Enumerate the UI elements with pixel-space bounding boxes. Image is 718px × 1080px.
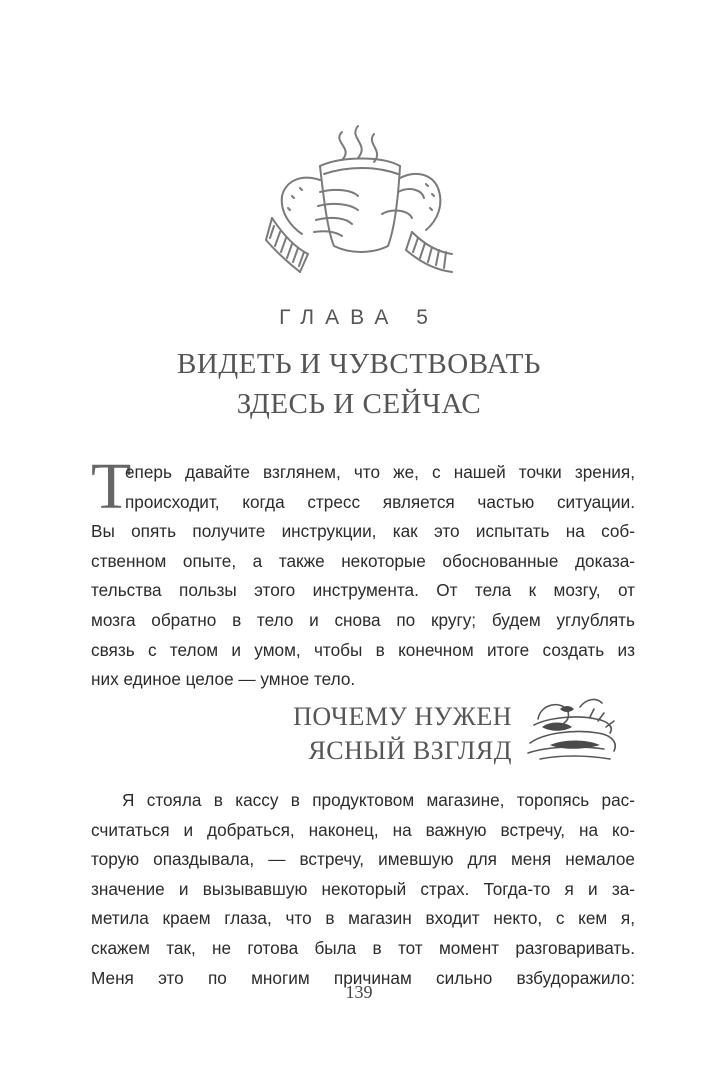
chapter-title-line: ЗДЕСЬ И СЕЙЧАС	[236, 388, 482, 420]
text-line: Вы опять получите инструкции, как это испытать на соб-	[91, 521, 635, 542]
section-title-line: ЯСНЫЙ ВЗГЛЯД	[308, 736, 512, 765]
text-line: считаться и добраться, наконец, на важную встречу, на ко-	[91, 819, 635, 840]
sleeping-figure-sketch-icon	[520, 687, 622, 773]
chapter-title-line: ВИДЕТЬ И ЧУВСТВОВАТЬ	[177, 348, 541, 380]
section-title-line: ПОЧЕМУ НУЖЕН	[293, 702, 512, 731]
body-paragraph	[91, 786, 635, 993]
text-line: происходит, когда стресс является частью ситуации.	[125, 491, 635, 512]
page-number: 139	[345, 982, 373, 1002]
hands-holding-cup-icon	[262, 122, 458, 280]
text-line: метила краем глаза, что в магазин входит некто, с кем я,	[91, 908, 635, 929]
text-line: них единое целое — умное тело.	[91, 669, 356, 690]
text-line: мозга обратно в тело и снова по кругу; будем углублять	[91, 609, 635, 630]
text-line: еперь давайте взглянем, что же, с нашей точки зрения,	[125, 462, 635, 482]
text-line: скажем так, не готова была в тот момент разговаривать.	[91, 937, 635, 958]
text-line: связь с телом и умом, чтобы в конечном итоге создать из	[91, 639, 635, 660]
text-line: торую опаздывала, — встречу, имевшую для меня немалое	[91, 849, 635, 870]
text-line: ственном опыте, а также некоторые обоснованные доказа-	[91, 550, 635, 571]
intro-paragraph	[91, 450, 635, 695]
section-title	[293, 700, 512, 768]
text-line: значение и вызывавшую некоторый страх. Тогда-то я и за-	[91, 878, 635, 899]
chapter-label: ГЛАВА 5	[279, 306, 439, 329]
text-line: Я стояла в кассу в продуктовом магазине, торопясь рас-	[122, 790, 635, 810]
text-line: Меня это по многим причинам сильно взбудоражило:	[91, 967, 635, 988]
chapter-title	[0, 344, 718, 424]
drop-cap: Т	[91, 450, 132, 523]
text-line: тельства пользы этого инструмента. От тела к мозгу, от	[91, 580, 635, 601]
